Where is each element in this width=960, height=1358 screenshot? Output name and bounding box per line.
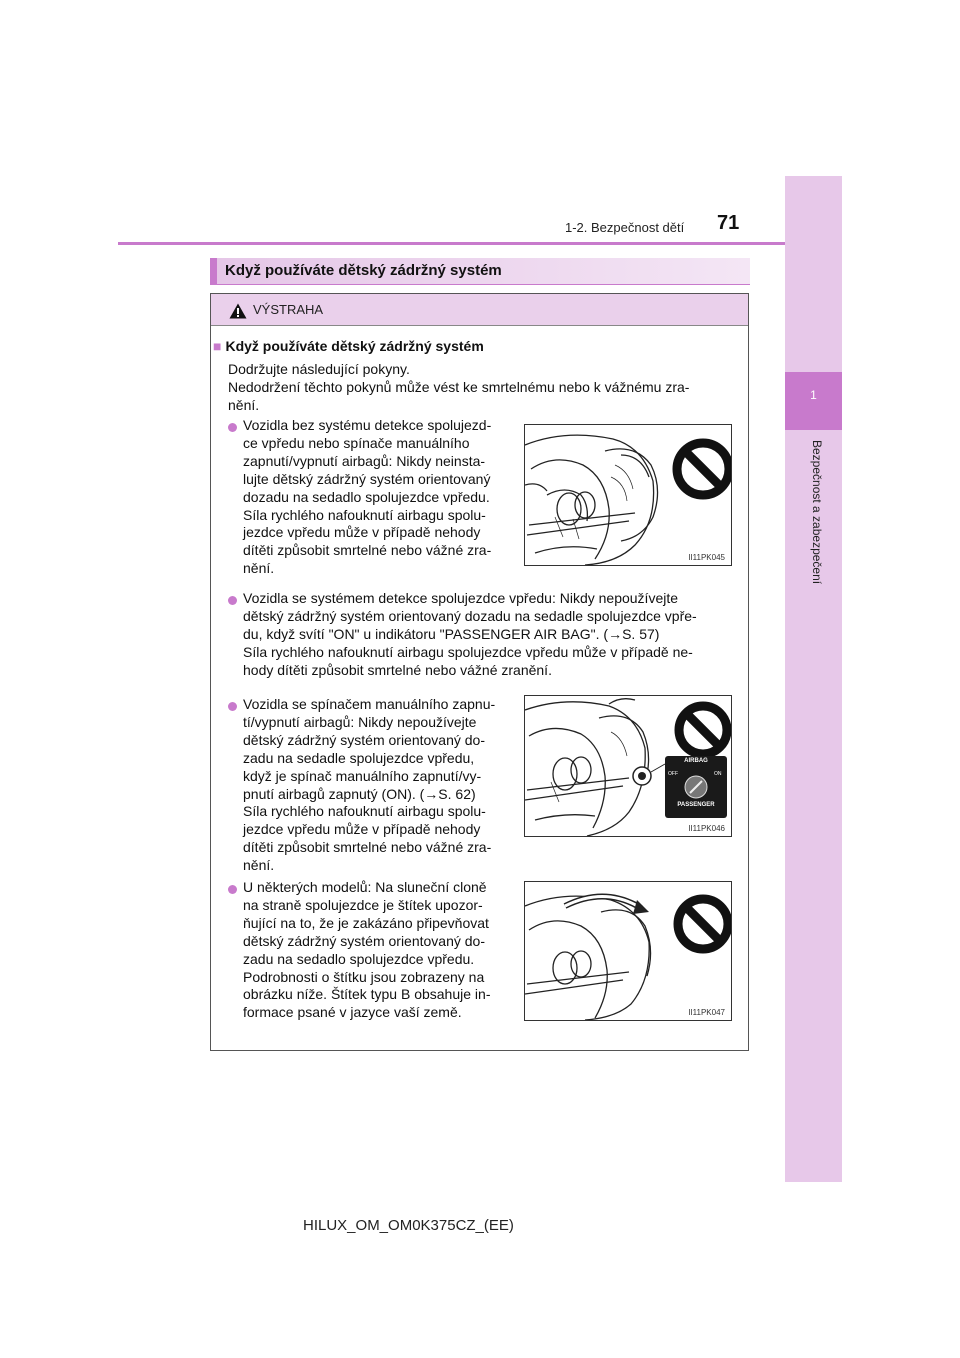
item-line: Síla rychlého nafouknutí airbagu spolujezdce vpředu může v případě ne-	[243, 643, 693, 660]
warning-item-3	[243, 696, 516, 875]
item-line: tí/vypnutí airbagů: Nikdy nepoužívejte	[243, 713, 477, 730]
figure-code: II11PK047	[688, 1008, 725, 1017]
item-line: Vozidla bez systému detekce spolujezd-	[243, 417, 492, 433]
item-line: jezdce vpředu může v případě nehody	[243, 821, 481, 838]
section-heading-accent	[210, 258, 217, 284]
intro-line: Nedodržení těchto pokynů může vést ke smrtelnému nebo k vážnému zra-	[228, 378, 690, 395]
item-line: ňující na to, že je zakázáno připevňovat	[243, 914, 489, 931]
item-line: obrázku níže. Štítek typu B obsahuje in-	[243, 986, 491, 1003]
item-line: Vozidla se systémem detekce spolujezdce vpředu: Nikdy nepoužívejte	[243, 590, 679, 606]
figure-code: II11PK045	[688, 553, 725, 562]
item-line: Podrobnosti o štítku jsou zobrazeny na	[243, 968, 485, 985]
item-line: dítěti způsobit smrtelné nebo vážné zra-	[243, 839, 492, 856]
switch-title-label: AIRBAG	[684, 758, 708, 764]
intro-line: Dodržujte následující pokyny.	[228, 361, 410, 377]
item-line: na straně spolujezdce je štítek upozor-	[243, 896, 483, 913]
item-line: Síla rychlého nafouknutí airbagu spolu-	[243, 803, 486, 820]
warning-subtitle	[213, 338, 484, 354]
item-line: dozadu na sedadlo spolujezdce vpředu.	[243, 488, 490, 505]
warning-item-2	[243, 590, 742, 680]
circle-bullet-icon	[228, 702, 237, 711]
item-line: U některých modelů: Na sluneční cloně	[243, 879, 487, 895]
figure-sun-visor-label	[524, 881, 732, 1021]
item-line: dětský zádržný systém orientovaný do-	[243, 932, 485, 949]
item-line: zadu na sedadle spolujezdce vpředu,	[243, 749, 475, 766]
item-line: zadu na sedadlo spolujezdce vpředu.	[243, 950, 475, 967]
switch-bottom-label: PASSENGER	[677, 802, 715, 808]
warning-intro	[228, 361, 742, 415]
figure-rear-facing-seat-prohibited	[524, 424, 732, 566]
item-line: lujte dětský zádržný systém orientovaný	[243, 470, 491, 487]
switch-off-label: OFF	[668, 771, 678, 777]
item-line: jezdce vpředu může v případě nehody	[243, 524, 481, 541]
intro-line: nění.	[228, 396, 260, 413]
circle-bullet-icon	[228, 596, 237, 605]
chapter-number: 1	[810, 388, 817, 402]
prohibition-sign-icon	[525, 882, 731, 1020]
airbag-switch-panel	[525, 696, 731, 836]
warning-item-4	[243, 879, 516, 1022]
section-title: Když používáte dětský zádržný systém	[225, 262, 502, 279]
item-line: nění.	[243, 857, 275, 874]
header-section-title: 1-2. Bezpečnost dětí	[565, 220, 685, 235]
item-line: Vozidla se spínačem manuálního zapnu-	[243, 696, 496, 712]
header-rule	[118, 242, 785, 245]
figure-code: II11PK046	[688, 824, 725, 833]
item-line: zapnutí/vypnutí airbagů: Nikdy neinsta-	[243, 452, 486, 469]
item-line: du, když svítí "ON" u indikátoru "PASSENGER AIR BAG". (→S. 57)	[243, 625, 660, 642]
circle-bullet-icon	[228, 423, 237, 432]
warning-label: VÝSTRAHA	[253, 302, 324, 317]
warning-subtitle-text: Když používáte dětský zádržný systém	[225, 338, 484, 354]
item-line: hody dítěti způsobit smrtelné nebo vážné zranění.	[243, 661, 552, 678]
square-bullet-icon: ■	[213, 338, 222, 354]
page-number: 71	[717, 212, 740, 234]
item-line: nění.	[243, 560, 275, 577]
item-line: dětský zádržný systém orientovaný dozadu na sedadle spolujezdce vpře-	[243, 607, 697, 624]
item-line: dítěti způsobit smrtelné nebo vážné zra-	[243, 542, 492, 559]
warning-item-1	[243, 417, 516, 578]
circle-bullet-icon	[228, 885, 237, 894]
item-line: ce vpředu nebo spínače manuálního	[243, 434, 470, 451]
warning-triangle-icon	[229, 303, 247, 319]
item-line: Síla rychlého nafouknutí airbagu spolu-	[243, 506, 486, 523]
chapter-title: Bezpečnost a zabezpečení	[810, 440, 824, 585]
item-line: formace psané v jazyce vaší země.	[243, 1004, 462, 1021]
prohibition-sign-icon	[525, 425, 731, 565]
item-line: když je spínač manuálního zapnutí/vy-	[243, 767, 482, 784]
figure-airbag-switch	[524, 695, 732, 837]
item-line: pnutí airbagů zapnutý (ON). (→S. 62)	[243, 785, 476, 802]
item-line: dětský zádržný systém orientovaný do-	[243, 731, 485, 748]
switch-on-label: ON	[714, 771, 722, 777]
document-code: HILUX_OM_OM0K375CZ_(EE)	[303, 1217, 514, 1234]
